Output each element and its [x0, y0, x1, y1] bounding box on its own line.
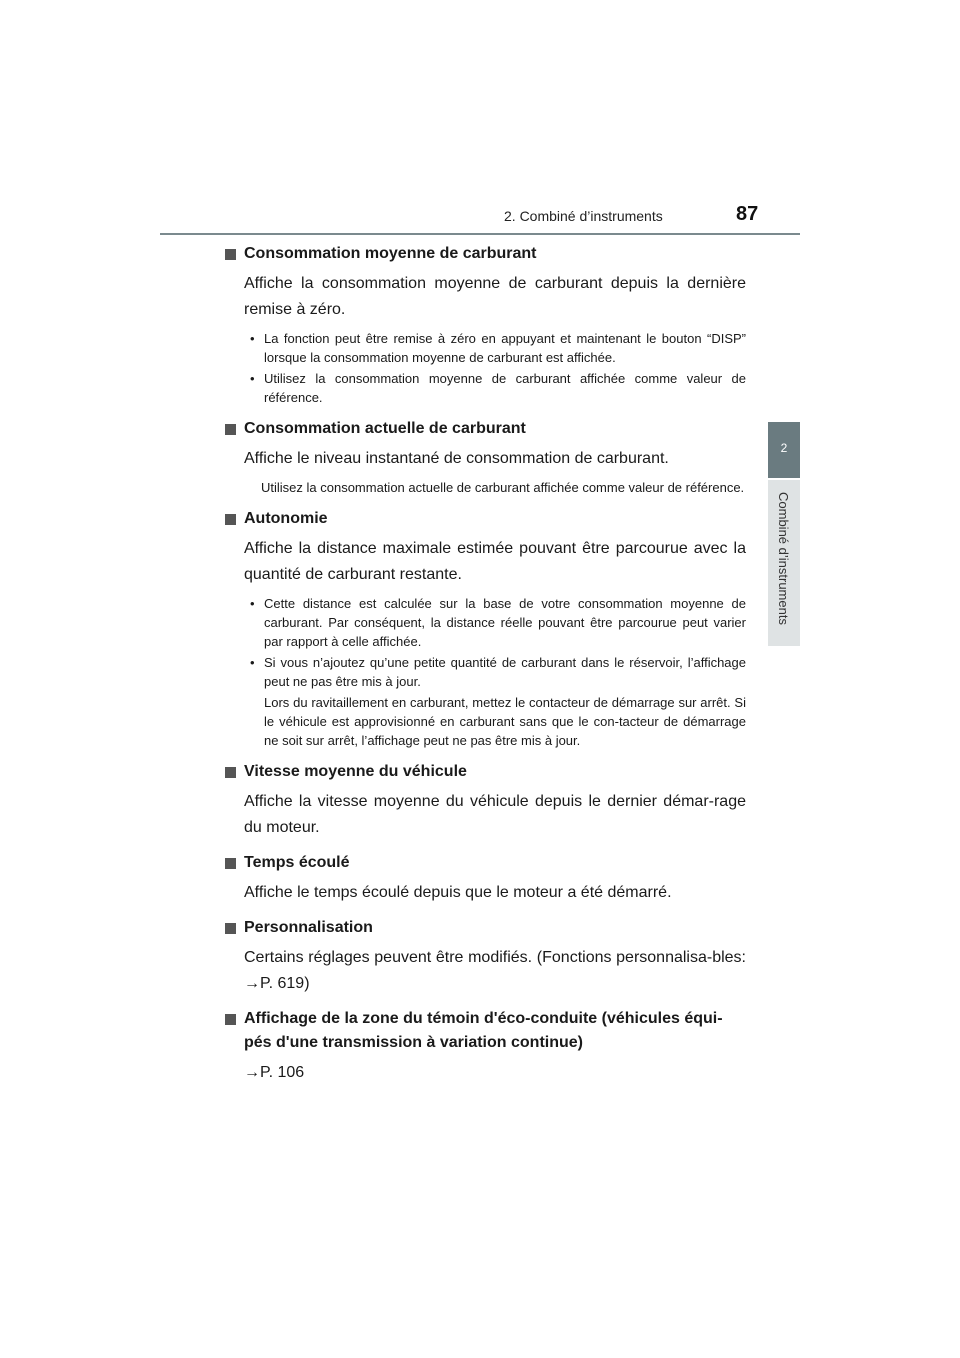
note-item: • La fonction peut être remise à zéro en appuyant et maintenant le bouton “DISP” lorsque la consommation moyenne de carburant est affichée.	[264, 329, 746, 367]
section-body: Affiche la vitesse moyenne du véhicule depuis le dernier démar-rage du moteur.	[244, 793, 746, 836]
section-body: Affiche le niveau instantané de consommation de carburant.	[244, 450, 669, 467]
page-number: 87	[736, 203, 759, 225]
chapter-label: Combiné d’instruments	[776, 492, 791, 625]
section-body: →P. 106	[244, 1064, 305, 1081]
section-heading	[224, 760, 746, 784]
section-heading	[224, 916, 746, 940]
section-title: Autonomie	[244, 510, 328, 527]
note-item: • Utilisez la consommation moyenne de carburant affichée comme valeur de référence.	[264, 369, 746, 407]
section-title: Consommation actuelle de carburant	[244, 420, 526, 437]
section-body: Affiche le temps écoulé depuis que le moteur a été démarré.	[244, 884, 672, 901]
section-title: Personnalisation	[244, 919, 373, 936]
section-heading	[224, 417, 746, 441]
square-bullet-icon	[225, 514, 236, 525]
section-body: Affiche la consommation moyenne de carburant depuis la dernière remise à zéro.	[244, 275, 746, 318]
page-content	[224, 240, 746, 1086]
note-item: • Si vous n’ajoutez qu’une petite quantité de carburant dans le réservoir, l’affichage peut ne pas être mis à jour.	[264, 653, 746, 691]
page-header	[0, 0, 960, 240]
section-title: Affichage de la zone du témoin d'éco-conduite (véhicules équi-pés d'une transmission à variation continue)	[244, 1010, 723, 1051]
note-continuation: Lors du ravitaillement en carburant, mettez le contacteur de démarrage sur arrêt. Si le véhicule est approvisionné en carburant sans que le con-tacteur de démarrage ne soit sur arrêt, l’affichage peut ne pas être mis à jour.	[264, 695, 746, 748]
square-bullet-icon	[225, 767, 236, 778]
note-list	[224, 594, 746, 750]
section-heading	[224, 242, 746, 266]
section-title: Vitesse moyenne du véhicule	[244, 763, 467, 780]
section-note: Utilisez la consommation actuelle de carburant affichée comme valeur de référence.	[261, 480, 745, 495]
square-bullet-icon	[225, 424, 236, 435]
section-heading	[224, 1007, 746, 1055]
section-heading	[224, 851, 746, 875]
chapter-tab: 2	[768, 422, 800, 478]
header-rule	[160, 233, 800, 235]
square-bullet-icon	[225, 1014, 236, 1025]
square-bullet-icon	[225, 249, 236, 260]
section-heading	[224, 507, 746, 531]
section-title: Temps écoulé	[244, 854, 350, 871]
square-bullet-icon	[225, 923, 236, 934]
note-list	[224, 329, 746, 407]
section-title: Consommation moyenne de carburant	[244, 245, 537, 262]
square-bullet-icon	[225, 858, 236, 869]
section-body: Certains réglages peuvent être modifiés. (Fonctions personnalisa-bles: →P. 619)	[244, 949, 746, 992]
note-item: • Cette distance est calculée sur la base de votre consommation moyenne de carburant. Par conséquent, la distance réelle pouvant être parcourue peut varier par rapport à celle affichée.	[264, 594, 746, 651]
section-body: Affiche la distance maximale estimée pouvant être parcourue avec la quantité de carburant restante.	[244, 540, 746, 583]
section-label: 2. Combiné d’instruments	[504, 208, 663, 224]
